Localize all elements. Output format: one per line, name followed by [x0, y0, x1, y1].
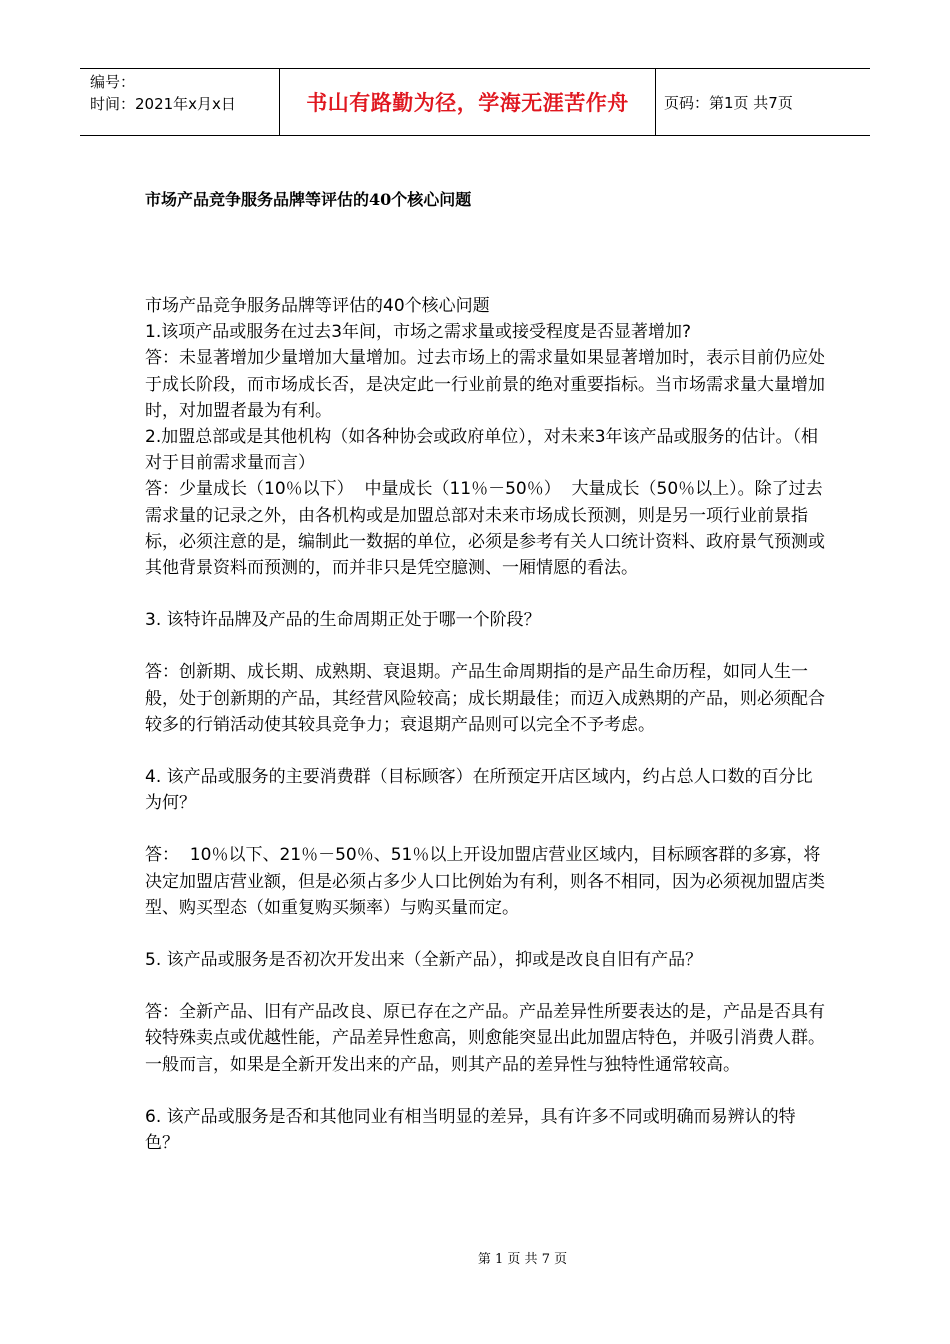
- paragraph: 答：全新产品、旧有产品改良、原已存在之产品。产品差异性所要表达的是，产品是否具有较特殊卖点或优越性能，产品差异性愈高，则愈能突显出此加盟店特色，并吸引消费人群。一般而言，如果是全新开发出来的产品，则其产品的差异性与独特性通常较高。: [145, 1002, 825, 1075]
- paragraph: 5. 该产品或服务是否初次开发出来（全新产品），抑或是改良自旧有产品？: [145, 950, 703, 971]
- paragraph: 市场产品竞争服务品牌等评估的40个核心问题: [145, 296, 490, 316]
- header-table: [80, 68, 870, 136]
- date-label: 时间：2021年x月x日: [90, 95, 236, 113]
- paragraph: 6. 该产品或服务是否和其他同业有相当明显的差异，具有许多不同或明确而易辨认的特色？: [145, 1106, 796, 1154]
- header-meta: [80, 69, 280, 135]
- number-label: 编号：: [90, 73, 136, 91]
- page-footer: 第 1 页 共 7 页: [477, 1252, 568, 1267]
- paragraph: 答：少量成长（10％以下） 中量成长（11％－50％） 大量成长（50％以上）。除了过去需求量的记录之外，由各机构或是加盟总部对未来市场成长预测，则是另一项行业前景指标，必须注意的是，编制此一数据的单位，必须是参考有关人口统计资料、政府景气预测或其他背景资料而预测的，而并非只是凭空臆测、一厢情愿的看法。: [145, 479, 825, 579]
- paragraph: 3. 该特许品牌及产品的生命周期正处于哪一个阶段？: [145, 610, 541, 631]
- document-body: [145, 293, 825, 1156]
- paragraph: 答： 10％以下、21％－50％、51％以上开设加盟店营业区域内，目标顾客群的多寡，将决定加盟店营业额，但是必须占多少人口比例始为有利，则各不相同，因为必须视加盟店类型、购买型态（如重复购买频率）与购买量而定。: [145, 845, 825, 918]
- paragraph: 答：创新期、成长期、成熟期、衰退期。产品生命周期指的是产品生命历程，如同人生一般，处于创新期的产品，其经营风险较高；成长期最佳；而迈入成熟期的产品，则必须配合较多的行销活动使其较具竞争力；衰退期产品则可以完全不予考虑。: [145, 662, 825, 735]
- paragraph: 2.加盟总部或是其他机构（如各种协会或政府单位），对未来3年该产品或服务的估计。（相对于目前需求量而言）: [145, 427, 819, 474]
- paragraph: 1.该项产品或服务在过去3年间，市场之需求量或接受程度是否显著增加?: [145, 322, 692, 343]
- header-motto: 书山有路勤为径，学海无涯苦作舟: [280, 69, 656, 135]
- header-page-label: 页码：第1页 共7页: [664, 93, 793, 112]
- paragraph: 4. 该产品或服务的主要消费群（目标顾客）在所预定开店区域内，约占总人口数的百分比为何？: [145, 767, 813, 814]
- document-title: 市场产品竞争服务品牌等评估的40个核心问题: [145, 190, 472, 209]
- paragraph: 答：未显著增加少量增加大量增加。过去市场上的需求量如果显著增加时，表示目前仍应处于成长阶段，而市场成长否，是决定此一行业前景的绝对重要指标。当市场需求量大量增加时，对加盟者最为有利。: [145, 348, 825, 421]
